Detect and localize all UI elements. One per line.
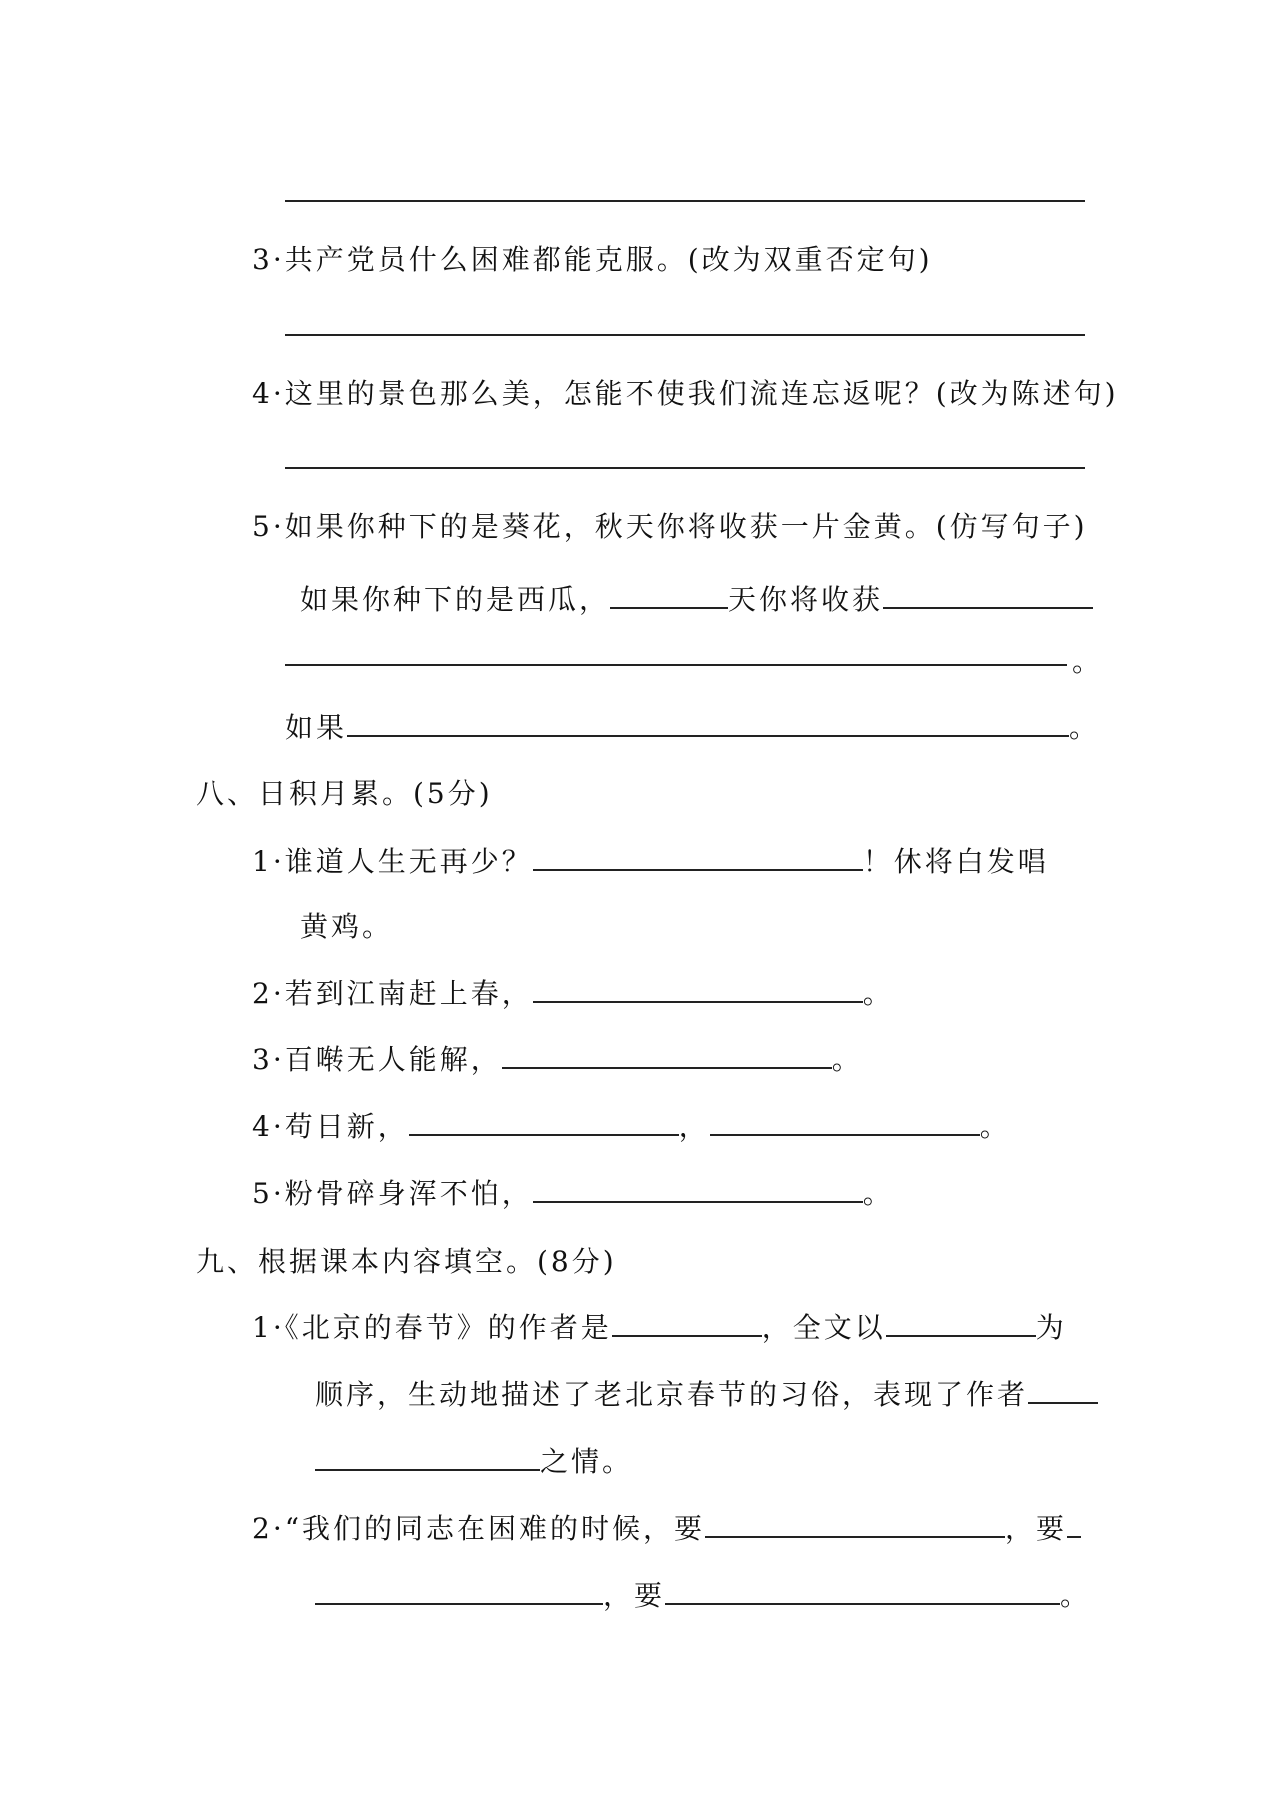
sec8-q2-text: 2·若到江南赶上春， <box>252 977 533 1010</box>
period-mark: 。 <box>1069 711 1101 744</box>
season-blank[interactable] <box>610 583 728 609</box>
question-5: 5·如果你种下的是葵花，秋天你将收获一片金黄。(仿写句子) <box>252 510 1088 543</box>
answer-line[interactable] <box>285 664 1067 666</box>
poem-blank[interactable] <box>502 1043 832 1069</box>
poem-blank[interactable] <box>533 977 863 1003</box>
imitation-blank[interactable] <box>347 711 1069 737</box>
period-mark: 。 <box>1072 645 1104 678</box>
sec9-q2-middle-2: ，要 <box>603 1579 666 1612</box>
poem-blank[interactable] <box>533 845 863 871</box>
quote-blank[interactable] <box>1067 1512 1081 1538</box>
question-5-middle: 天你将收获 <box>728 583 884 616</box>
sec8-question-4 <box>252 1105 1011 1145</box>
order-blank[interactable] <box>886 1311 1036 1337</box>
answer-line[interactable] <box>285 334 1085 336</box>
sec9-q2-text: 2·“我们的同志在困难的时候，要 <box>252 1512 706 1545</box>
sec8-question-2 <box>252 972 894 1012</box>
feeling-blank[interactable] <box>1028 1378 1098 1404</box>
harvest-blank[interactable] <box>883 583 1093 609</box>
period-mark: 。 <box>862 977 894 1010</box>
question-4: 4·这里的景色那么美，怎能不使我们流连忘返呢？(改为陈述句) <box>252 377 1119 410</box>
period-mark: 。 <box>862 1177 894 1210</box>
sec9-question-2 <box>252 1507 1081 1547</box>
quote-blank[interactable] <box>315 1579 603 1605</box>
answer-line[interactable] <box>285 467 1085 469</box>
sec8-question-5 <box>252 1172 894 1212</box>
poem-blank[interactable] <box>533 1177 863 1203</box>
sec9-q1-line2 <box>315 1373 1098 1413</box>
sec8-q4-text: 4·苟日新， <box>252 1110 409 1143</box>
sec9-q1-text-2: 顺序，生动地描述了老北京春节的习俗，表现了作者 <box>315 1378 1029 1411</box>
period-mark: 。 <box>1060 1579 1092 1612</box>
quote-blank[interactable] <box>665 1579 1060 1605</box>
period-mark: 。 <box>979 1110 1011 1143</box>
sec9-q1-line3 <box>315 1440 633 1480</box>
question-5-prefix: 如果你种下的是西瓜， <box>300 583 611 616</box>
sec9-q2-line2 <box>315 1574 1091 1614</box>
sec9-q2-middle: ，要 <box>1005 1512 1068 1545</box>
question-5-line3-prefix: 如果 <box>285 711 348 744</box>
sec8-q5-text: 5·粉骨碎身浑不怕， <box>252 1177 533 1210</box>
question-5-line1 <box>300 578 1093 618</box>
feeling-blank-cont[interactable] <box>315 1445 540 1471</box>
answer-line[interactable] <box>285 200 1085 202</box>
sec8-q1-continuation: 黄鸡。 <box>300 910 394 943</box>
sec9-q1-text: 1·《北京的春节》的作者是 <box>252 1311 612 1344</box>
sec8-q3-text: 3·百啭无人能解， <box>252 1043 502 1076</box>
section-8-title: 八、日积月累。(5分) <box>196 777 493 810</box>
sec9-question-1 <box>252 1306 1067 1346</box>
sec8-question-1 <box>252 840 1049 880</box>
comma-mark: ， <box>678 1110 710 1143</box>
author-blank[interactable] <box>612 1311 762 1337</box>
quote-blank[interactable] <box>705 1512 1005 1538</box>
poem-blank[interactable] <box>710 1110 980 1136</box>
sec9-q1-suffix: 为 <box>1035 1311 1067 1344</box>
poem-blank[interactable] <box>409 1110 679 1136</box>
sec9-q1-middle: ，全文以 <box>761 1311 886 1344</box>
sec9-q1-end: 之情。 <box>540 1445 634 1478</box>
sec8-q1-text: 1·谁道人生无再少？ <box>252 845 533 878</box>
section-9-title: 九、根据课本内容填空。(8分) <box>196 1245 617 1278</box>
period-mark: 。 <box>831 1043 863 1076</box>
sec8-question-3 <box>252 1038 863 1078</box>
sec8-q1-suffix: ！休将白发唱 <box>862 845 1049 878</box>
question-5-line3 <box>285 706 1100 746</box>
question-3: 3·共产党员什么困难都能克服。(改为双重否定句) <box>252 243 933 276</box>
